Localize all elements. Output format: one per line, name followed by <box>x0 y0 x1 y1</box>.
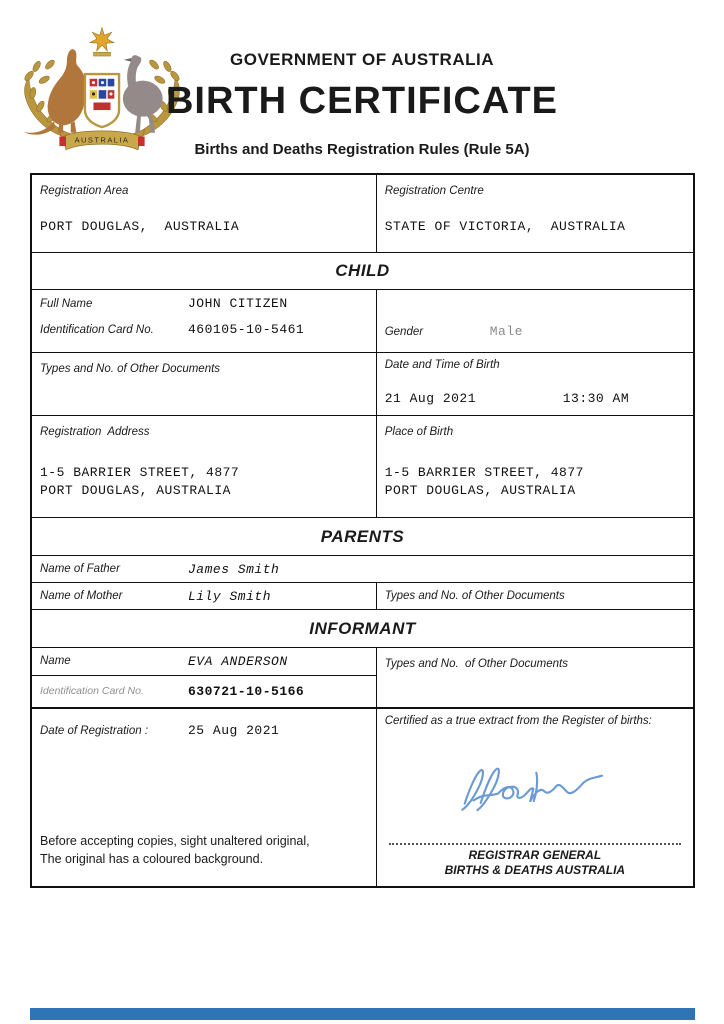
parents-section-header <box>32 517 693 555</box>
government-heading: GOVERNMENT OF AUSTRALIA <box>230 50 494 69</box>
birth-date-value: 21 Aug 2021 <box>384 391 477 406</box>
informant-name-value: EVA ANDERSON <box>188 653 288 669</box>
child-name-cell <box>32 290 376 352</box>
informant-name-row <box>32 647 693 707</box>
signature-area <box>385 729 685 843</box>
certification-cell <box>376 709 693 886</box>
informant-other-docs-label: Types and No. of Other Documents <box>384 658 568 670</box>
registration-area-label: Registration Area <box>40 185 129 197</box>
gender-value: Male <box>489 324 523 339</box>
certified-extract-label: Certified as a true extract from the Register of births: <box>384 715 652 727</box>
place-of-birth-value: 1-5 BARRIER STREET, 4877 PORT DOUGLAS, AUSTRALIA <box>384 465 584 498</box>
certificate-title: BIRTH CERTIFICATE <box>165 80 559 122</box>
mother-label: Name of Mother <box>40 590 123 602</box>
registrar-title <box>385 848 685 878</box>
parents-other-docs-cell <box>376 583 693 609</box>
child-id-card-label: Identification Card No. <box>40 324 154 336</box>
child-section-title: CHILD <box>335 261 390 280</box>
registration-address-label: Registration Address <box>40 426 150 438</box>
copy-notice <box>40 832 368 880</box>
mother-row <box>32 582 693 609</box>
registration-centre-value: STATE OF VICTORIA, AUSTRALIA <box>384 219 626 234</box>
place-of-birth-label: Place of Birth <box>384 426 454 438</box>
father-label: Name of Father <box>40 563 120 575</box>
final-row <box>32 707 693 886</box>
birth-datetime-cell <box>376 353 693 415</box>
place-of-birth-cell <box>376 416 693 517</box>
child-docs-dob-row <box>32 352 693 415</box>
informant-section-header <box>32 609 693 647</box>
crest-banner-text: AUSTRALIA <box>74 135 130 145</box>
registration-area-value: PORT DOUGLAS, AUSTRALIA <box>40 219 240 234</box>
address-row <box>32 415 693 517</box>
informant-name-id-cells <box>32 648 376 707</box>
commonwealth-star-icon <box>90 28 114 51</box>
registration-centre-cell <box>376 175 693 252</box>
gender-cell <box>376 290 693 352</box>
full-name-label: Full Name <box>40 298 93 310</box>
mother-value: Lily Smith <box>188 588 272 604</box>
registration-address-value: 1-5 BARRIER STREET, 4877 PORT DOUGLAS, AUSTRALIA <box>40 465 240 498</box>
registrar-signature <box>434 752 636 821</box>
informant-id-card-value: 630721-10-5166 <box>188 683 305 699</box>
informant-name-cell <box>32 648 376 675</box>
child-other-docs-cell <box>32 353 376 415</box>
registration-row <box>32 175 693 252</box>
father-row <box>32 555 693 582</box>
copy-notice-line2: The original has a coloured background. <box>40 852 264 866</box>
date-of-registration-label: Date of Registration : <box>40 725 149 737</box>
informant-id-cell <box>32 675 376 707</box>
date-of-registration-value: 25 Aug 2021 <box>188 723 280 738</box>
informant-section-title: INFORMANT <box>309 618 416 638</box>
father-value: James Smith <box>188 561 280 577</box>
date-of-registration-cell <box>32 709 376 886</box>
mother-cell <box>32 583 376 609</box>
full-name-value: JOHN CITIZEN <box>188 296 288 311</box>
parents-other-docs-label: Types and No. of Other Documents <box>384 590 565 602</box>
certificate-table <box>30 173 695 888</box>
registration-area-cell <box>32 175 376 252</box>
signature-line <box>389 843 681 845</box>
registrar-line1: REGISTRAR GENERAL <box>468 848 602 862</box>
child-other-docs-label: Types and No. of Other Documents <box>40 363 221 375</box>
registration-centre-label: Registration Centre <box>384 185 484 197</box>
informant-other-docs-cell <box>376 648 693 707</box>
footer-accent-bar <box>30 1008 695 1020</box>
gender-label: Gender <box>384 326 424 338</box>
birth-time-value: 13:30 AM <box>562 391 630 406</box>
birth-datetime-label: Date and Time of Birth <box>384 359 500 371</box>
registration-address-cell <box>32 416 376 517</box>
parents-section-title: PARENTS <box>320 526 405 546</box>
informant-name-label: Name <box>40 655 71 668</box>
child-name-row <box>32 289 693 352</box>
child-section-header <box>32 252 693 289</box>
father-cell <box>32 558 693 581</box>
registrar-line2: BIRTHS & DEATHS AUSTRALIA <box>444 863 626 877</box>
informant-id-card-label: Identification Card No. <box>40 685 144 698</box>
rules-subtitle: Births and Deaths Registration Rules (Rule 5A) <box>194 141 530 158</box>
copy-notice-line1: Before accepting copies, sight unaltered original, <box>40 834 310 848</box>
child-id-card-value: 460105-10-5461 <box>188 322 305 337</box>
